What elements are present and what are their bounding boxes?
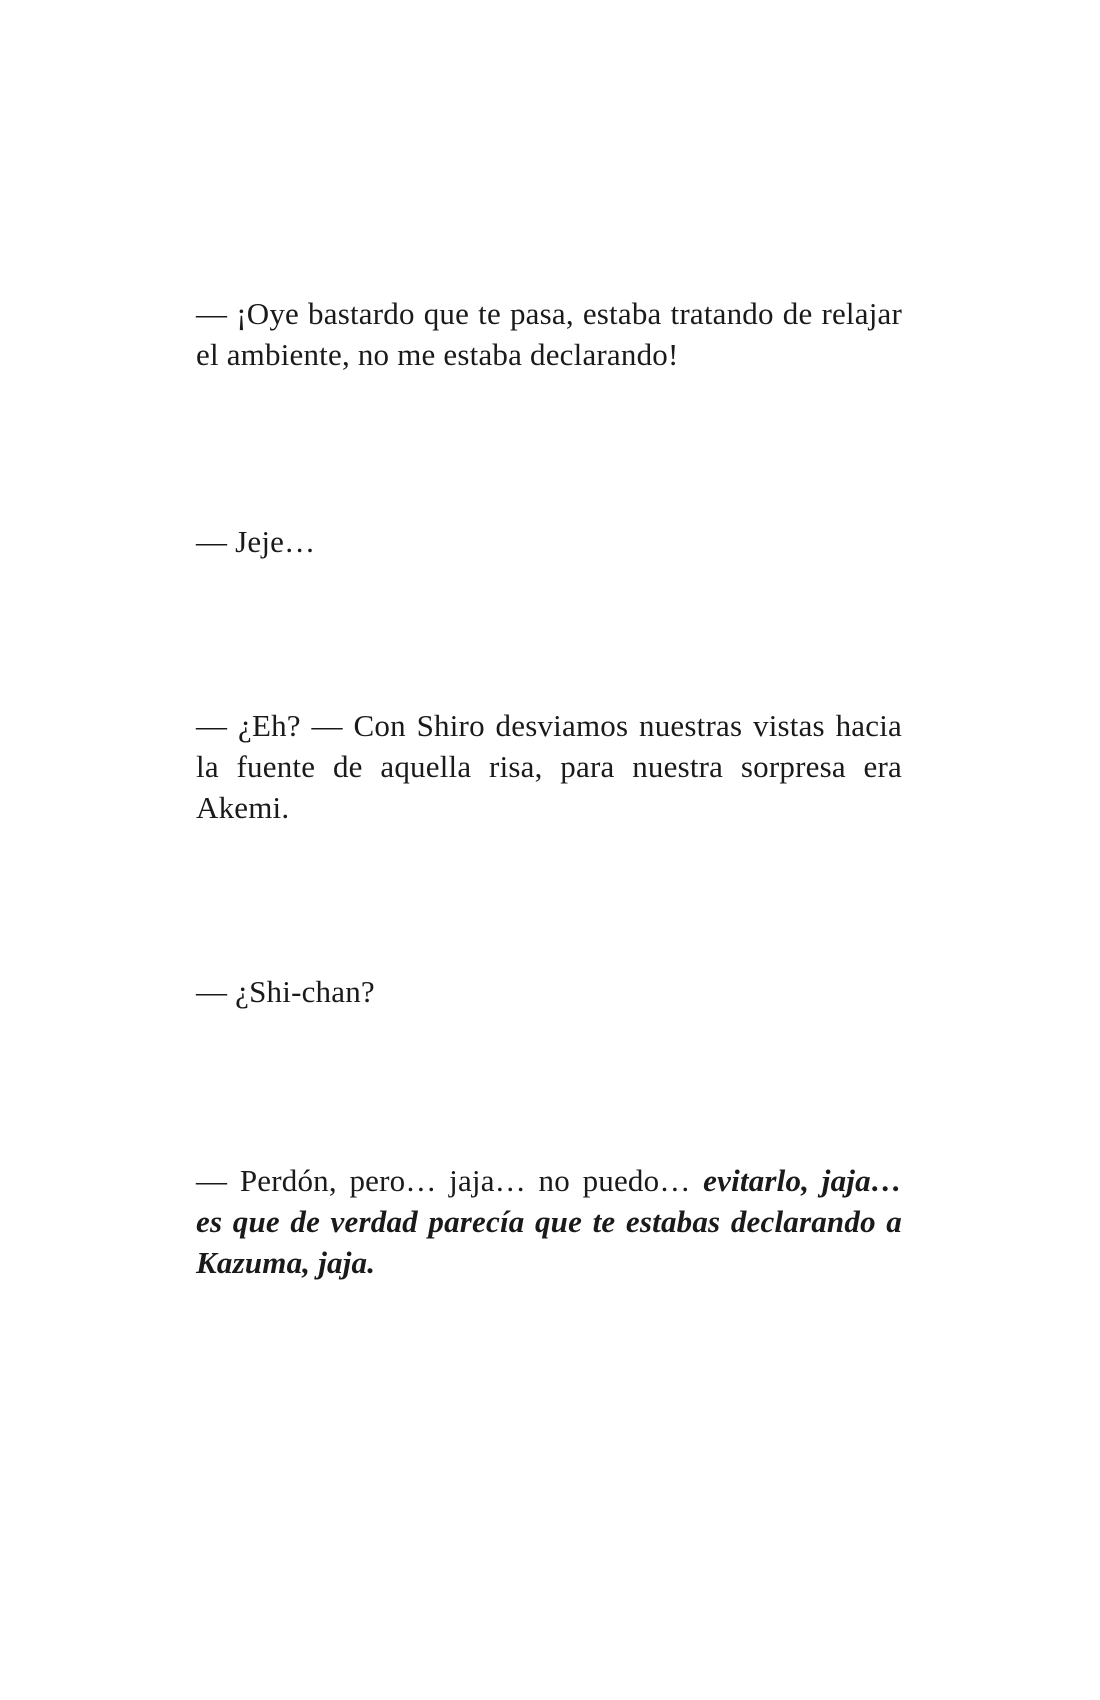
dialogue-paragraph-2: — Jeje…: [196, 524, 316, 559]
dialogue-paragraph-1: — ¡Oye bastardo que te pasa, estaba tratando de relajar el ambiente, no me estaba declarando!: [196, 296, 902, 372]
dialogue-paragraph-4: — ¿Shi-chan?: [196, 974, 375, 1009]
paragraph-5-emphasis-text: evitarlo, jaja… es que de verdad parecía que te estabas declarando a Kazuma, jaja.: [196, 1163, 903, 1280]
dialogue-paragraph-5: [196, 1160, 902, 1283]
paragraph-5-plain-text: — Perdón, pero… jaja… no puedo…: [196, 1163, 704, 1198]
dialogue-paragraph-3: — ¿Eh? — Con Shiro desviamos nuestras vistas hacia la fuente de aquella risa, para nuestra sorpresa era Akemi.: [196, 708, 902, 825]
